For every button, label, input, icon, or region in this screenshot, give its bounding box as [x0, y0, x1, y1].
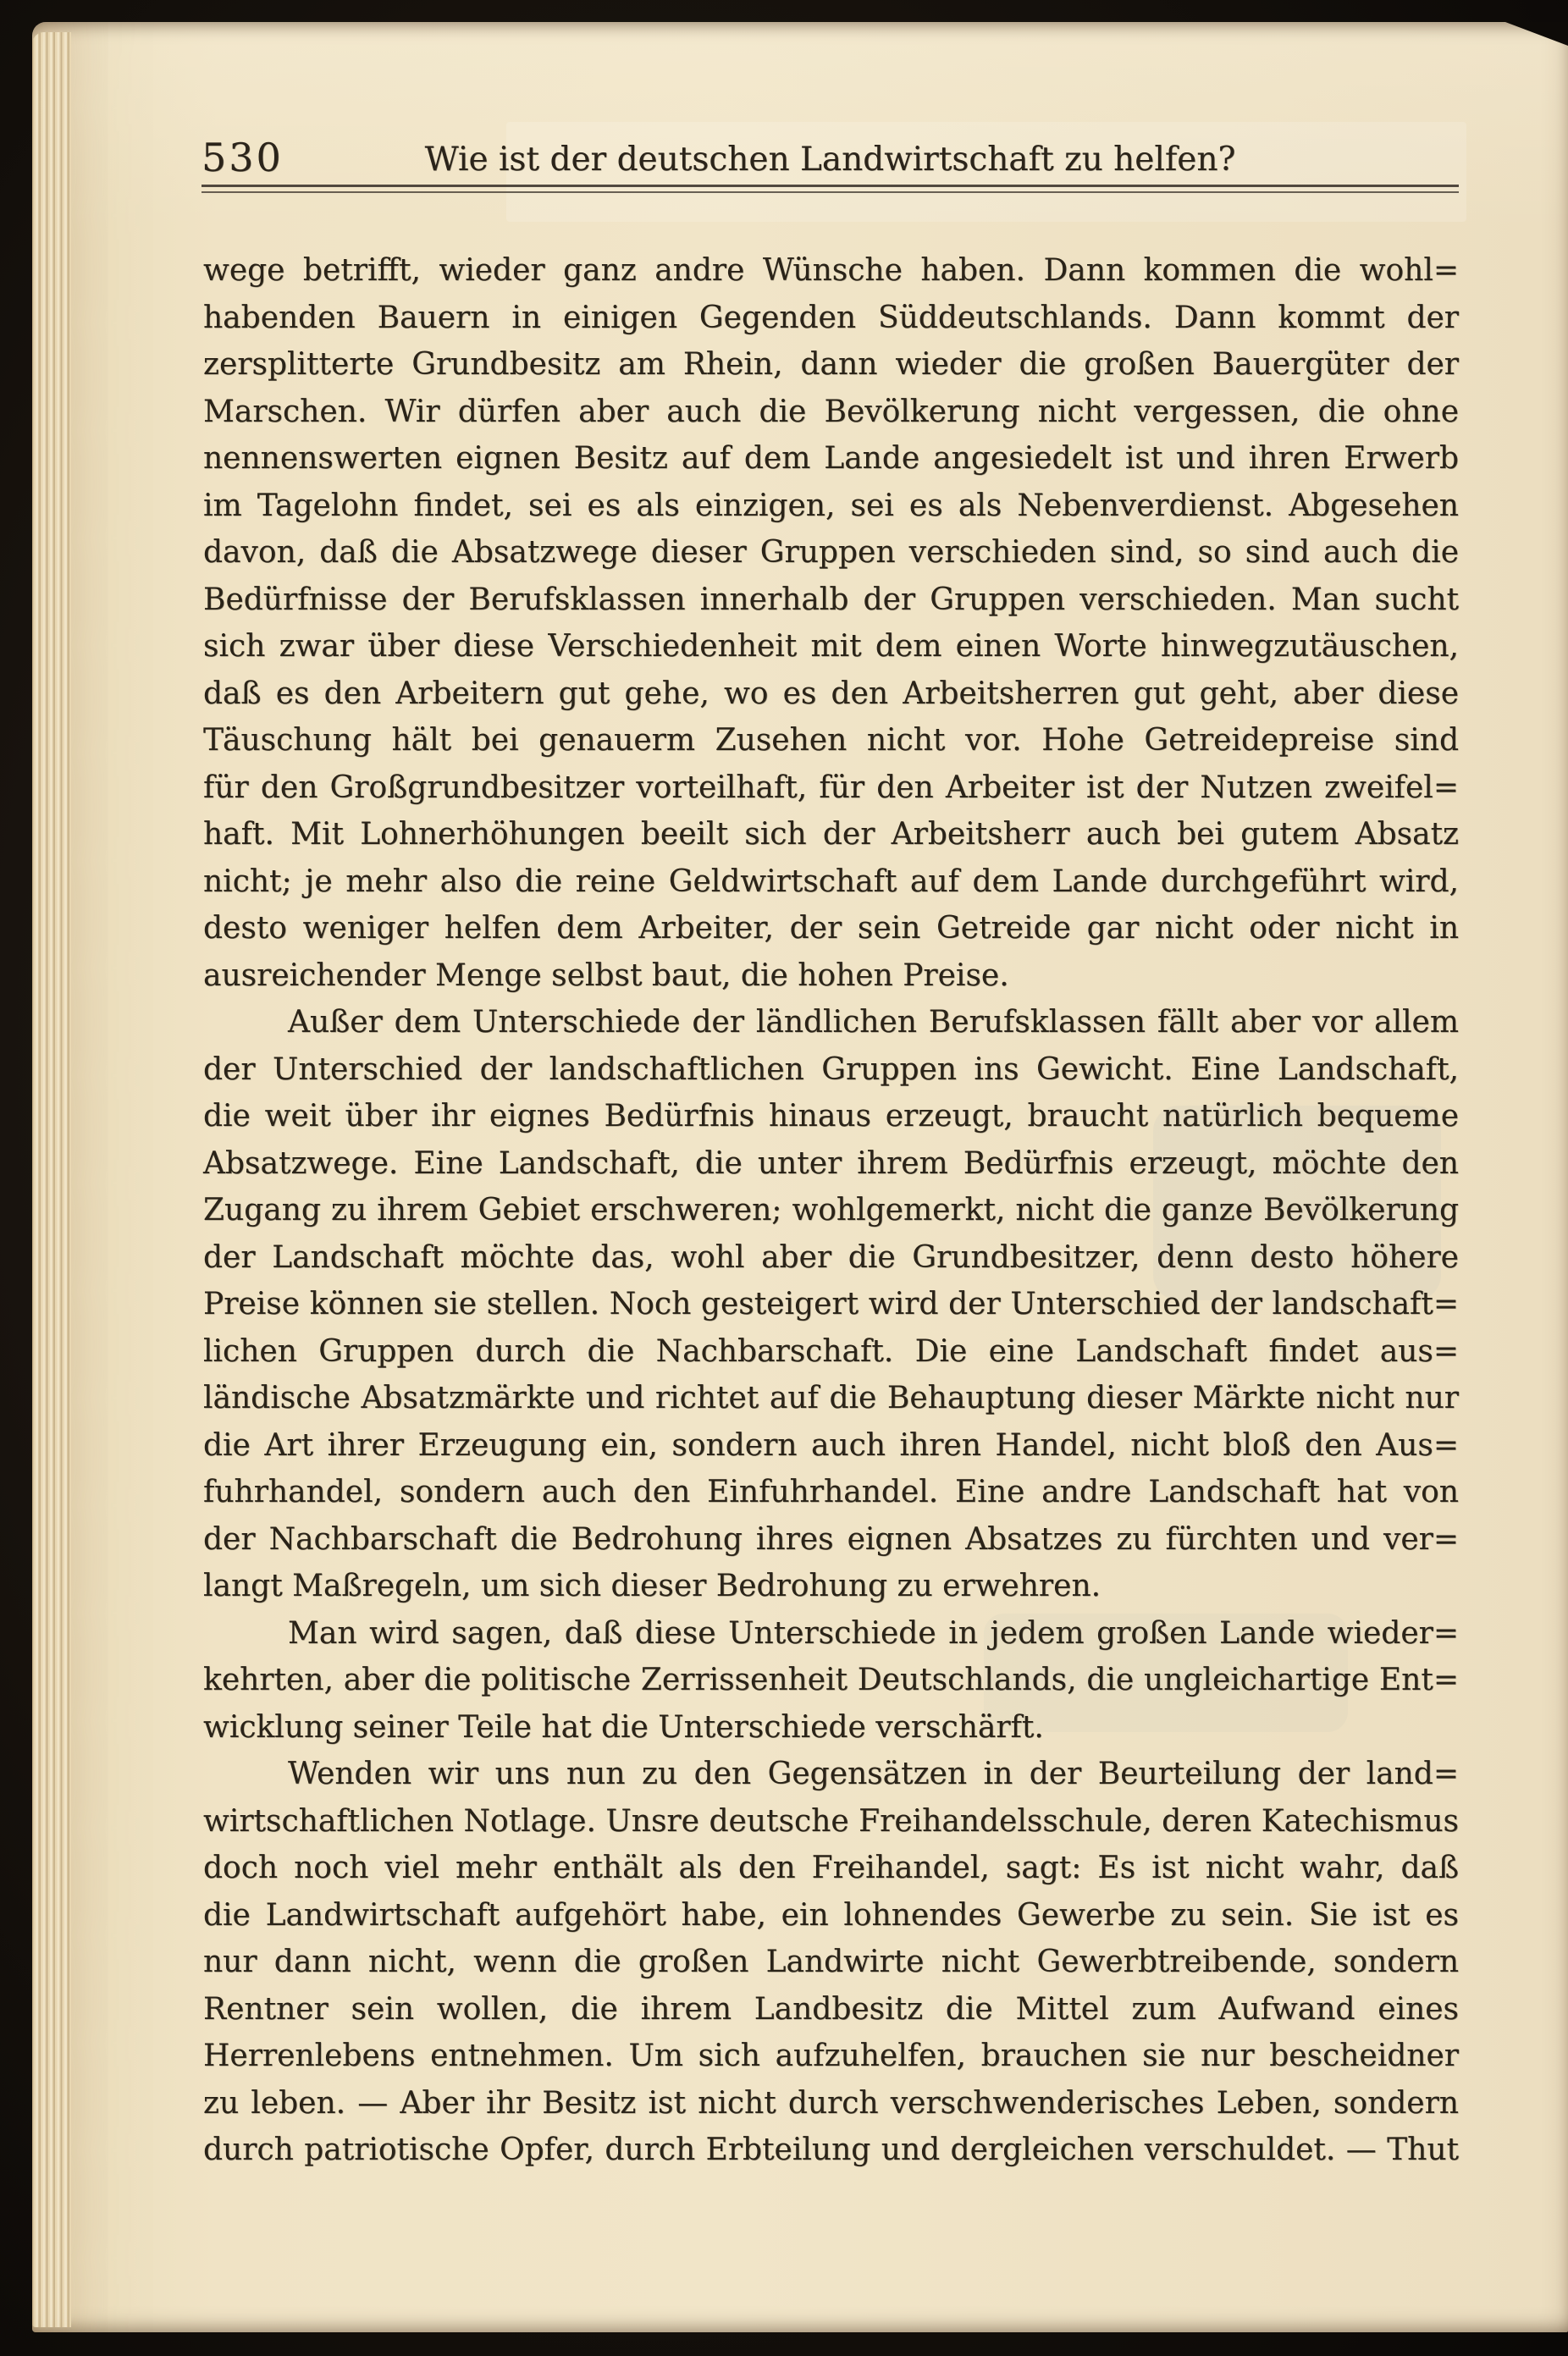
text-line: Bedürfnisse der Berufsklassen innerhalb der Gruppen verschieden. Man sucht — [203, 582, 1459, 617]
text-line: nicht; je mehr also die reine Geldwirtschaft auf dem Lande durchgeführt wird, — [203, 863, 1459, 899]
text-line: fuhrhandel, sondern auch den Einfuhrhandel. Eine andre Landschaft hat von — [203, 1475, 1459, 1509]
text-line: im Tagelohn findet, sei es als einzigen, sei es als Nebenverdienst. Abgesehen — [203, 488, 1459, 523]
running-header-title: Wie ist der deutschen Landwirtschaft zu helfen? — [424, 141, 1236, 179]
text-line: Man wird sagen, daß diese Unterschiede in jedem großen Lande wieder= — [288, 1615, 1459, 1651]
text-line: zu leben. — Aber ihr Besitz ist nicht durch verschwenderisches Leben, sondern — [203, 2085, 1459, 2121]
text-line: ausreichender Menge selbst baut, die hohen Preise. — [203, 957, 1009, 993]
text-line: die Landwirtschaft aufgehört habe, ein lohnendes Gewerbe zu sein. Sie ist es — [203, 1897, 1459, 1933]
corner-shadow — [1505, 22, 1568, 46]
text-line: wicklung seiner Teile hat die Unterschiede verschärft. — [203, 1709, 1044, 1745]
text-line: sich zwar über diese Verschiedenheit mit dem einen Worte hinwegzutäuschen, — [203, 629, 1459, 664]
text-line: durch patriotische Opfer, durch Erbteilung und dergleichen verschuldet. — Thut — [203, 2133, 1459, 2167]
text-line: Wenden wir uns nun zu den Gegensätzen in der Beurteilung der land= — [288, 1757, 1459, 1791]
text-line: die Art ihrer Erzeugung ein, sondern auch ihren Handel, nicht bloß den Aus= — [203, 1427, 1459, 1463]
page-edge-stack — [32, 32, 71, 2327]
text-line: Herrenlebens entnehmen. Um sich aufzuhelfen, brauchen sie nur bescheidner — [203, 2039, 1459, 2073]
text-line: nennenswerten eignen Besitz auf dem Lande angesiedelt ist und ihren Erwerb — [203, 441, 1459, 476]
text-line: der Nachbarschaft die Bedrohung ihres eignen Absatzes zu fürchten und ver= — [203, 1521, 1459, 1557]
text-line: lichen Gruppen durch die Nachbarschaft. Die eine Landschaft findet aus= — [203, 1333, 1459, 1369]
text-line: der Unterschied der landschaftlichen Gruppen ins Gewicht. Eine Landschaft, — [203, 1051, 1459, 1087]
text-line: Täuschung hält bei genauerm Zusehen nicht vor. Hohe Getreidepreise sind — [203, 723, 1459, 758]
text-line: habenden Bauern in einigen Gegenden Süddeutschlands. Dann kommt der — [203, 300, 1459, 335]
text-line: Absatzwege. Eine Landschaft, die unter ihrem Bedürfnis erzeugt, möchte den — [203, 1145, 1459, 1181]
text-line: Marschen. Wir dürfen aber auch die Bevölkerung nicht vergessen, die ohne — [203, 394, 1459, 429]
text-line: der Landschaft möchte das, wohl aber die Grundbesitzer, denn desto höhere — [203, 1239, 1459, 1275]
text-line: wirtschaftlichen Notlage. Unsre deutsche Freihandelsschule, deren Katechismus — [203, 1803, 1459, 1839]
text-line: ländische Absatzmärkte und richtet auf die Behauptung dieser Märkte nicht nur — [203, 1381, 1459, 1415]
text-line: für den Großgrundbesitzer vorteilhaft, für den Arbeiter ist der Nutzen zweifel= — [203, 770, 1459, 805]
book-page — [32, 22, 1568, 2332]
text-line: Außer dem Unterschiede der ländlichen Berufsklassen fällt aber vor allem — [288, 1005, 1459, 1040]
text-line: Rentner sein wollen, die ihrem Landbesitz die Mittel zum Aufwand eines — [203, 1991, 1459, 2027]
header-rule-top — [202, 185, 1459, 187]
text-line: kehrten, aber die politische Zerrissenheit Deutschlands, die ungleichartige Ent= — [203, 1663, 1459, 1697]
text-line: desto weniger helfen dem Arbeiter, der sein Getreide gar nicht oder nicht in — [203, 911, 1459, 946]
text-line: doch noch viel mehr enthält als den Freihandel, sagt: Es ist nicht wahr, daß — [203, 1851, 1459, 1885]
body-text-column — [203, 247, 1459, 2174]
text-line: davon, daß die Absatzwege dieser Gruppen verschieden sind, so sind auch die — [203, 535, 1459, 570]
page-number: 530 — [202, 135, 284, 180]
header-rule-bottom — [202, 191, 1459, 193]
text-line: haft. Mit Lohnerhöhungen beeilt sich der Arbeitsherr auch bei gutem Absatz — [203, 817, 1459, 852]
text-line: die weit über ihr eignes Bedürfnis hinaus erzeugt, braucht natürlich bequeme — [203, 1099, 1459, 1134]
text-line: daß es den Arbeitern gut gehe, wo es den Arbeitsherren gut geht, aber diese — [203, 676, 1459, 711]
text-line: Zugang zu ihrem Gebiet erschweren; wohlgemerkt, nicht die ganze Bevölkerung — [203, 1193, 1459, 1228]
text-line: zersplitterte Grundbesitz am Rhein, dann wieder die großen Bauergüter der — [203, 347, 1459, 382]
text-line: Preise können sie stellen. Noch gesteigert wird der Unterschied der landschaft= — [203, 1287, 1459, 1321]
text-line: langt Maßregeln, um sich dieser Bedrohung zu erwehren. — [203, 1569, 1101, 1603]
text-line: nur dann nicht, wenn die großen Landwirte nicht Gewerbtreibende, sondern — [203, 1945, 1459, 1979]
text-line: wege betrifft, wieder ganz andre Wünsche haben. Dann kommen die wohl= — [203, 253, 1459, 288]
